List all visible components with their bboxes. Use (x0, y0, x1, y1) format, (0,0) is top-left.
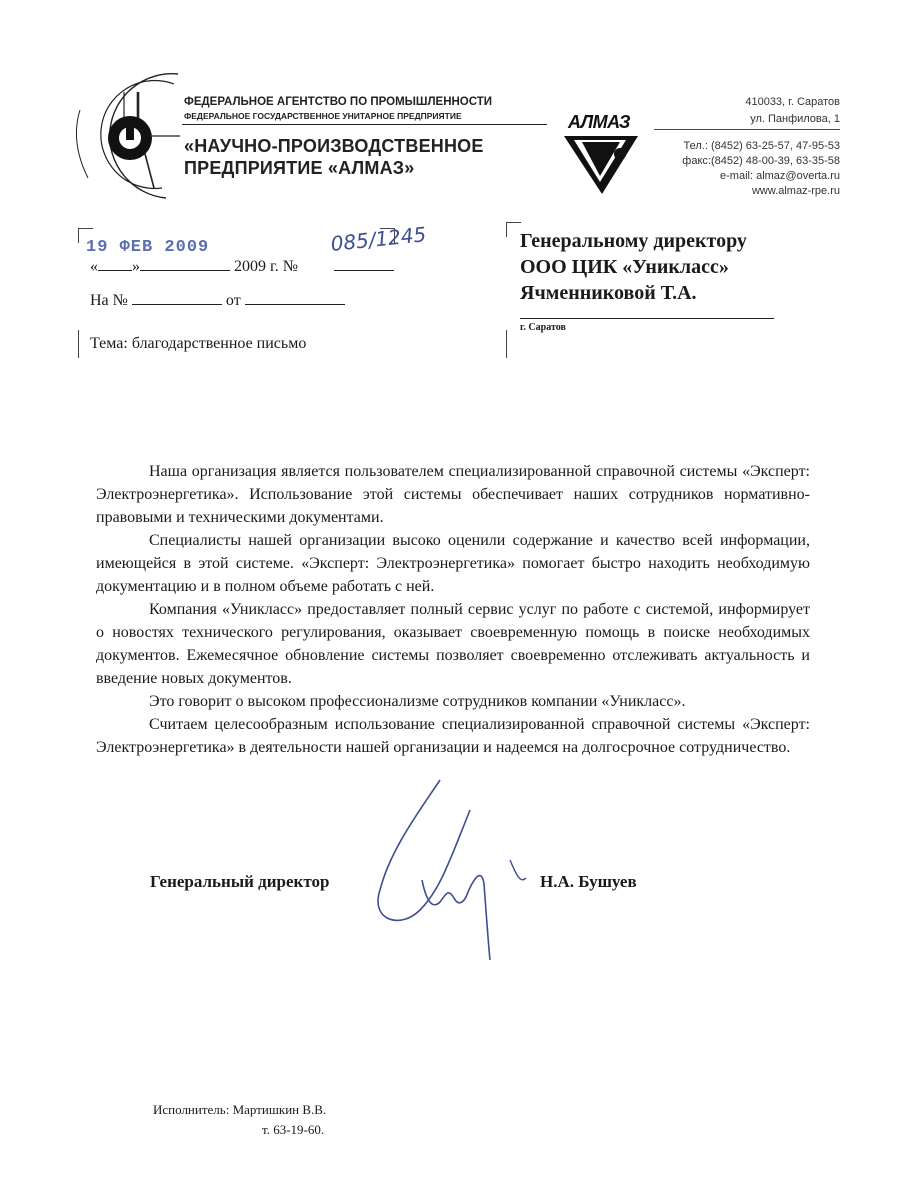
year-number-label: 2009 г. № (234, 258, 299, 275)
agency-line-2: ФЕДЕРАЛЬНОЕ ГОСУДАРСТВЕННОЕ УНИТАРНОЕ ПРЕДПРИЯТИЕ (184, 111, 462, 121)
letter-body (96, 460, 810, 759)
body-paragraph-4: Это говорит о высоком профессионализме сотрудников компании «Уникласс». (149, 693, 686, 710)
addressee-company: ООО ЦИК «Уникласс» (520, 256, 729, 278)
handwritten-signature (360, 770, 540, 970)
body-paragraph-3: Компания «Уникласс» предоставляет полный сервис услуг по работе с системой, информирует о новостях технического регулирования, оказывает своевременную помощь в поиске необходимых документов. Ежемесячное обновление системы позволяет своевременно отслеживать актуальность и введение новых документов. (96, 601, 810, 687)
executor-phone: т. 63-19-60. (262, 1122, 325, 1137)
contact-phone: Тел.: (8452) 63-25-57, 47-95-53 (683, 140, 840, 152)
addressee-position: Генеральному директору (520, 230, 747, 252)
addressee-corner-bottom-left (506, 330, 507, 358)
date-stamp: 19 ФЕВ 2009 (86, 238, 210, 257)
executor-name: Исполнитель: Мартишкин В.В. (153, 1102, 327, 1117)
addressee-underline (520, 318, 774, 319)
subject-line: Тема: благодарственное письмо (90, 335, 307, 352)
signatory-name: Н.А. Бушуев (540, 872, 637, 891)
emblem-logo (58, 70, 182, 210)
company-name-line-1: «НАУЧНО-ПРОИЗВОДСТВЕННОЕ (184, 136, 484, 156)
contact-email: e-mail: almaz@overta.ru (720, 170, 840, 182)
addressee-city: г. Саратов (520, 322, 566, 333)
handwritten-reference-number: 085/1245 (329, 222, 428, 256)
reply-to-line (90, 290, 345, 310)
addressee-name: Ячменниковой Т.А. (520, 282, 697, 304)
body-paragraph-1: Наша организация является пользователем специализированной справочной системы «Эксперт: Электроэнергетика». Использование этой системы обеспечивает наших сотрудников нормативно-правовыми и техническими документами. (96, 463, 810, 526)
reply-date-blank (245, 290, 345, 305)
agency-divider (182, 124, 547, 125)
body-paragraph-2: Специалисты нашей организации высоко оценили содержание и качество всей информации, имеющейся в этой системе. «Эксперт: Электроэнергетика» помогает быстро находить необходимую документацию и в полном объеме работать с ней. (96, 532, 810, 595)
almaz-logo-text: АЛМАЗ (568, 112, 630, 132)
contact-divider (654, 129, 840, 130)
reply-number-blank (132, 290, 222, 305)
reply-from-label: от (225, 292, 241, 309)
company-name-line-2: ПРЕДПРИЯТИЕ «АЛМАЗ» (184, 158, 415, 178)
signatory-position: Генеральный директор (150, 872, 330, 891)
contact-fax: факс:(8452) 48-00-39, 63-35-58 (682, 155, 840, 167)
contact-website: www.almaz-rpe.ru (751, 185, 840, 197)
number-blank (334, 270, 394, 271)
corner-mark-left-edge (78, 330, 79, 358)
date-close-quote: » (132, 258, 140, 275)
contact-street: ул. Панфилова, 1 (750, 113, 840, 125)
reply-number-label: На № (90, 292, 128, 309)
month-blank (140, 256, 230, 271)
day-blank (98, 256, 132, 271)
body-paragraph-5: Считаем целесообразным использование специализированной справочной системы «Эксперт: Электроэнергетика» в деятельности нашей организации и надеемся на долгосрочное сотрудничество. (96, 716, 810, 756)
date-line (90, 256, 298, 276)
agency-line-1: ФЕДЕРАЛЬНОЕ АГЕНТСТВО ПО ПРОМЫШЛЕННОСТИ (184, 96, 493, 108)
addressee-corner-top-left (506, 222, 521, 237)
date-open-quote: « (90, 258, 98, 275)
contact-address: 410033, г. Саратов (745, 96, 840, 108)
